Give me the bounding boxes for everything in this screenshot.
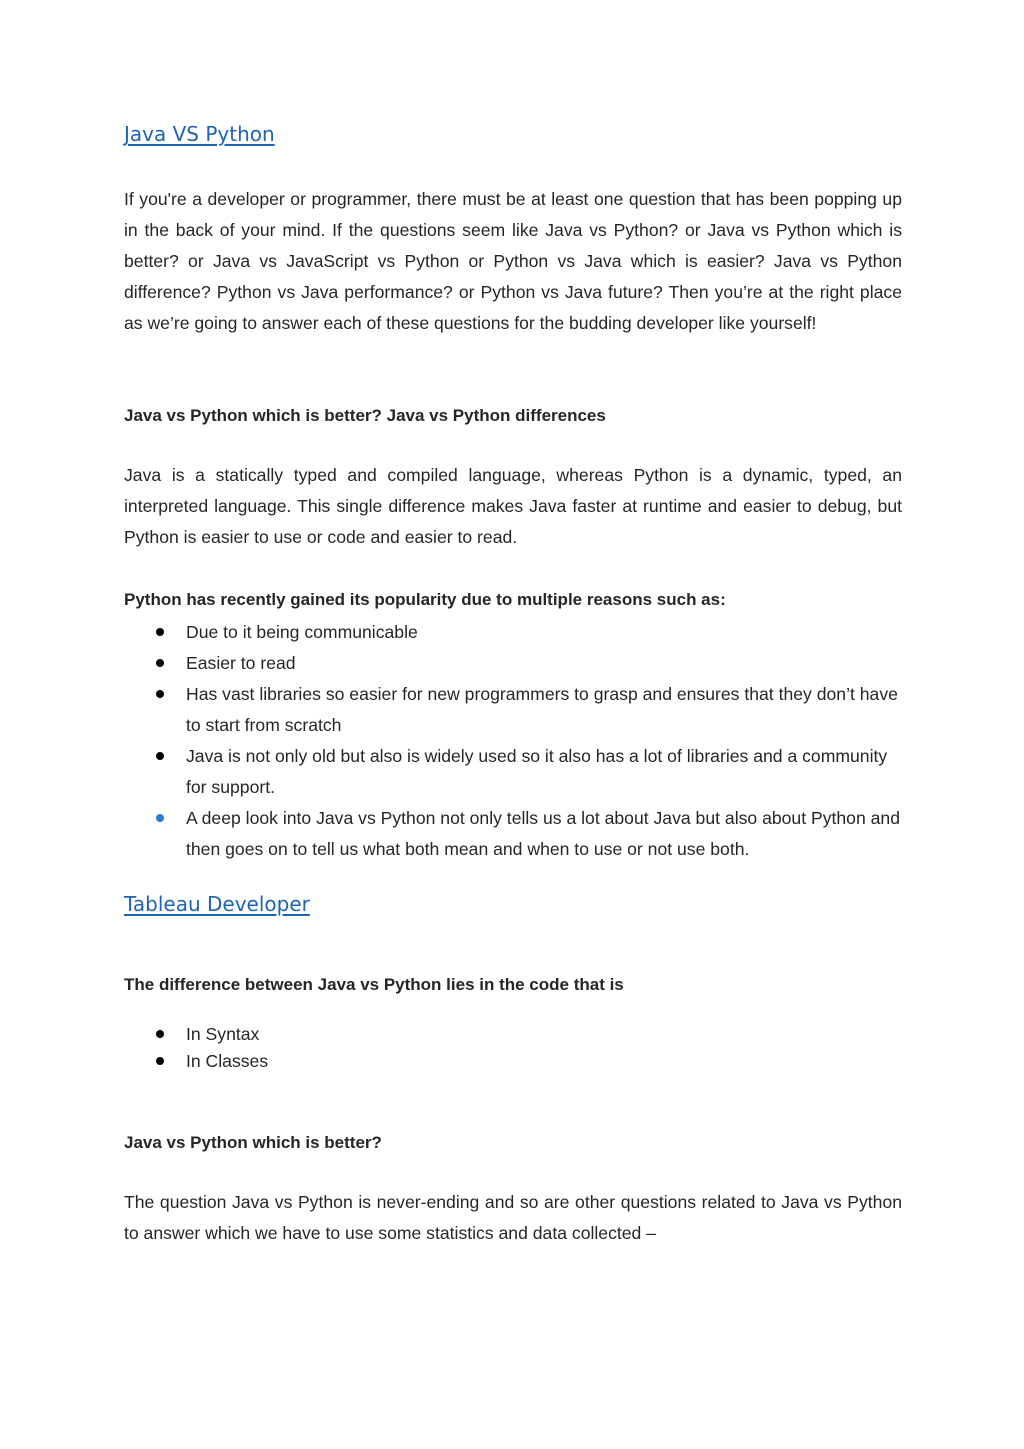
document-page xyxy=(124,0,902,1449)
bullet-icon xyxy=(156,690,164,698)
list-item-text: Has vast libraries so easier for new programmers to grasp and ensures that they don’t have to start from scratch xyxy=(186,684,898,735)
bullet-icon xyxy=(156,814,164,822)
list-item-text: In Syntax xyxy=(186,1024,260,1044)
heading-java-vs-python-link[interactable]: Java VS Python xyxy=(124,122,275,146)
list-item-text: Due to it being communicable xyxy=(186,622,418,642)
subheading-difference-code: The difference between Java vs Python lies in the code that is xyxy=(124,975,624,994)
popularity-reasons-list xyxy=(124,617,902,865)
code-differences-list xyxy=(124,1021,902,1075)
list-item xyxy=(124,803,902,865)
list-item xyxy=(124,679,902,741)
list-item xyxy=(124,1048,902,1075)
bullet-icon xyxy=(156,628,164,636)
list-item-text: In Classes xyxy=(186,1051,269,1071)
bullet-icon xyxy=(156,1030,164,1038)
list-item xyxy=(124,648,902,679)
list-item xyxy=(124,617,902,648)
bullet-icon xyxy=(156,752,164,760)
list-item xyxy=(124,741,902,803)
bullet-icon xyxy=(156,659,164,667)
subheading-which-better-differences: Java vs Python which is better? Java vs Python differences xyxy=(124,406,606,425)
bullet-icon xyxy=(156,1057,164,1065)
list-item xyxy=(124,1021,902,1048)
closing-paragraph: The question Java vs Python is never-ending and so are other questions related to Java vs Python to answer which we have to use some statistics and data collected – xyxy=(124,1192,902,1243)
heading-tableau-developer-link[interactable]: Tableau Developer xyxy=(124,892,310,916)
list-item-text: A deep look into Java vs Python not only tells us a lot about Java but also about Python and then goes on to tell us what both mean and when to use or not use both. xyxy=(186,808,900,859)
subheading-popularity: Python has recently gained its popularity due to multiple reasons such as: xyxy=(124,590,726,609)
list-item-text: Easier to read xyxy=(186,653,296,673)
typing-paragraph: Java is a statically typed and compiled language, whereas Python is a dynamic, typed, an interpreted language. This single difference makes Java faster at runtime and easier to debug, but Python is easier to use or code and easier to read. xyxy=(124,465,902,547)
intro-paragraph: If you're a developer or programmer, there must be at least one question that has been popping up in the back of your mind. If the questions seem like Java vs Python? or Java vs Python which is better? or Java vs JavaScript vs Python or Python vs Java which is easier? Java vs Python difference? Python vs Java performance? or Python vs Java future? Then you’re at the right place as we’re going to answer each of these questions for the budding developer like yourself! xyxy=(124,189,902,333)
list-item-text: Java is not only old but also is widely used so it also has a lot of libraries and a community for support. xyxy=(186,746,888,797)
subheading-which-better: Java vs Python which is better? xyxy=(124,1133,382,1152)
